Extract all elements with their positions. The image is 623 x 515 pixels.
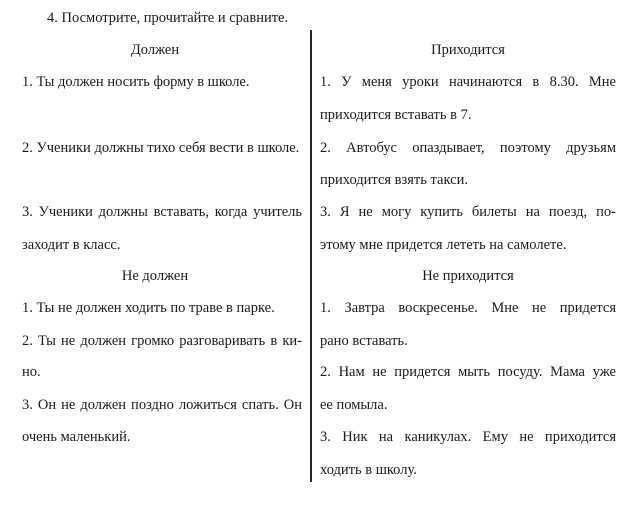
dont-have-to-line: ее помыла. xyxy=(320,397,388,413)
exercise-title: 4. Посмотрите, прочитайте и сравните. xyxy=(47,10,289,26)
have-to-line: 1. У меня уроки начинаются в 8.30. Мне xyxy=(320,74,616,90)
have-to-line: этому мне придется лететь на самолете. xyxy=(320,237,567,253)
must-not-line: 1. Ты не должен ходить по траве в парке. xyxy=(22,300,275,316)
must-not-line: 3. Он не должен поздно ложиться спать. Он xyxy=(22,397,302,413)
heading-must-not: Не должен xyxy=(121,268,189,284)
heading-dont-have-to: Не приходится xyxy=(422,268,514,284)
must-line: заходит в класс. xyxy=(22,237,121,253)
have-to-line: приходится вставать в 7. xyxy=(320,107,472,123)
dont-have-to-line: 1. Завтра воскресенье. Мне не придется xyxy=(320,300,616,316)
dont-have-to-line: 2. Нам не придется мыть посуду. Мама уже xyxy=(320,364,616,380)
have-to-line: 3. Я не могу купить билеты на поезд, по- xyxy=(320,204,616,220)
dont-have-to-line: рано вставать. xyxy=(320,333,408,349)
must-line: 3. Ученики должны вставать, когда учитель xyxy=(22,204,302,220)
have-to-line: приходится взять такси. xyxy=(320,172,468,188)
column-divider xyxy=(310,30,312,482)
must-line: 1. Ты должен носить форму в школе. xyxy=(22,74,250,90)
have-to-line: 2. Автобус опаздывает, поэтому друзьям xyxy=(320,140,616,156)
heading-must: Должен xyxy=(130,42,180,58)
dont-have-to-line: 3. Ник на каникулах. Ему не приходится xyxy=(320,429,616,445)
dont-have-to-line: ходить в школу. xyxy=(320,462,417,478)
must-not-line: но. xyxy=(22,364,41,380)
must-line: 2. Ученики должны тихо себя вести в школе. xyxy=(22,140,300,156)
heading-have-to: Приходится xyxy=(431,42,505,58)
must-not-line: очень маленький. xyxy=(22,429,131,445)
must-not-line: 2. Ты не должен громко разговаривать в ки- xyxy=(22,333,302,349)
